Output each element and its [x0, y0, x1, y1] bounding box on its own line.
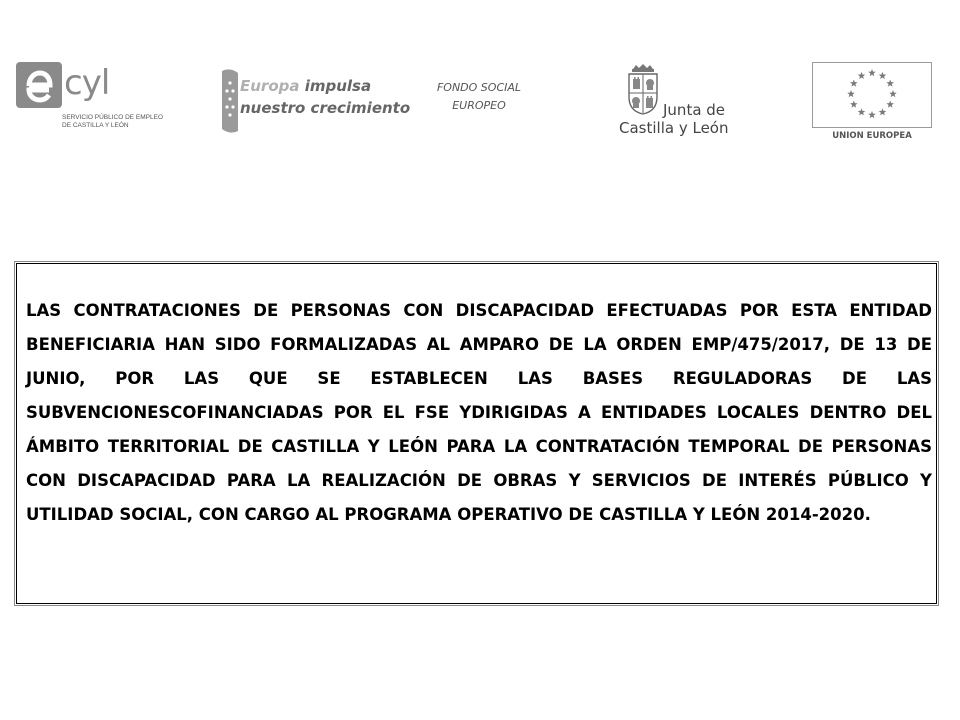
notice-box: [14, 261, 939, 606]
union-europea-logo: [812, 62, 934, 144]
eu-star: [879, 108, 887, 115]
ecyl-wordmark: cyl: [64, 63, 110, 103]
logo-strip: [0, 55, 960, 150]
eu-stars-icon: [813, 63, 931, 127]
eu-star: [850, 101, 858, 108]
eu-star: [858, 72, 866, 79]
union-europea-label: UNION EUROPEA: [832, 131, 912, 141]
eu-star: [847, 90, 855, 97]
eu-star: [850, 80, 858, 87]
ecyl-subtitle: SERVICIO PÚBLICO DE EMPLEO DE CASTILLA Y LEÓN: [62, 114, 164, 129]
nuestro-crecimiento: nuestro crecimiento: [240, 99, 411, 117]
europa-impulsa-logo: [220, 65, 411, 137]
eu-star: [886, 101, 894, 108]
eu-star: [868, 111, 876, 118]
fse-line-2: EUROPEO: [452, 99, 506, 112]
europa-word: Europa: [240, 77, 300, 95]
fondo-social-europeo-logo: [420, 79, 538, 115]
junta-castilla-leon-logo: [617, 63, 747, 143]
junta-line-2: Castilla y León: [619, 119, 729, 137]
eu-star: [886, 80, 894, 87]
europa-impulsa-text: [240, 75, 410, 119]
junta-line-1: Junta de: [663, 101, 726, 119]
eu-flag: [812, 62, 932, 128]
eu-star: [879, 72, 887, 79]
notice-text: LAS CONTRATACIONES DE PERSONAS CON DISCAPACIDAD EFECTUADAS POR ESTA ENTIDAD BENEFICIARIA HAN SIDO FORMALIZADAS AL AMPARO DE LA ORDEN EMP/475/2017, DE 13 DE JUNIO, POR LAS QUE SE ESTABLECEN LAS BASES REGULADORAS DE LAS SUBVENCIONESCOFINANCIADAS POR EL FSE YDIRIGIDAS A ENTIDADES LOCALES DENTRO DEL ÁMBITO TERRITORIAL DE CASTILLA Y LEÓN PARA LA CONTRATACIÓN TEMPORAL DE PERSONAS CON DISCAPACIDAD PARA LA REALIZACIÓN DE OBRAS Y SERVICIOS DE INTERÉS PÚBLICO Y UTILIDAD SOCIAL, CON CARGO AL PROGRAMA OPERATIVO DE CASTILLA Y LEÓN 2014-2020.: [26, 301, 932, 524]
coat-of-arms-icon: [625, 63, 661, 115]
eu-star: [889, 90, 897, 97]
eu-star: [858, 108, 866, 115]
ecyl-e-icon: [16, 62, 62, 108]
eu-banner-icon: [220, 67, 240, 135]
fse-line-1: FONDO SOCIAL: [436, 81, 522, 94]
impulsa-word: impulsa: [299, 77, 372, 95]
eu-star: [868, 69, 876, 76]
ecyl-logo: [16, 62, 166, 142]
